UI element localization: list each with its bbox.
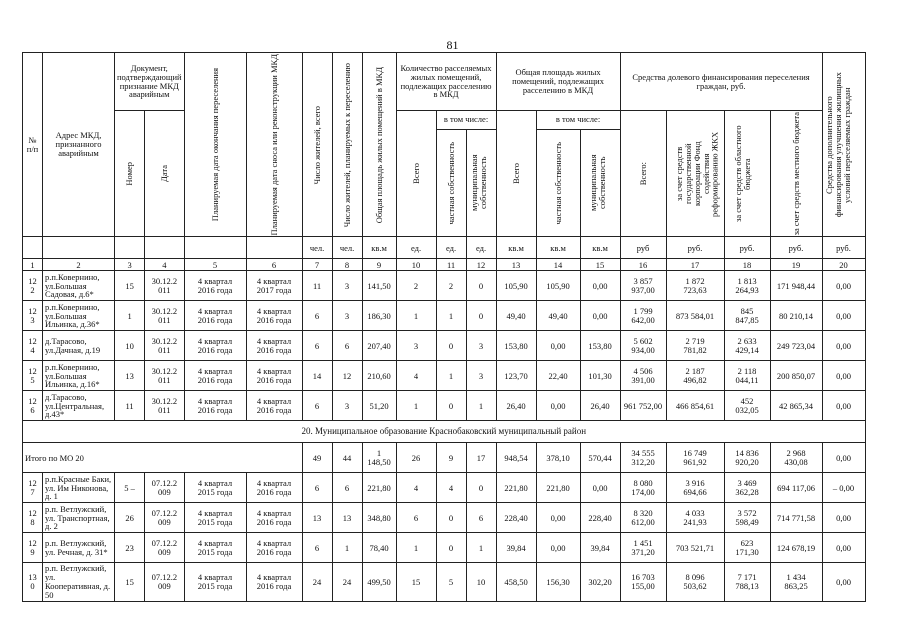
cell-c12: 10 <box>466 563 496 602</box>
cell-c11: 4 <box>436 473 466 503</box>
cell-c14: 0,00 <box>536 331 580 361</box>
table-row <box>23 563 866 602</box>
hdr-planned-end: Планируемая дата окончания переселения <box>184 53 246 237</box>
cell-end: 4 квартал 2016 года <box>184 391 246 421</box>
cell-c11: 2 <box>436 271 466 301</box>
cell-c9: 51,20 <box>362 391 396 421</box>
cell-dem: 4 квартал 2016 года <box>246 563 302 602</box>
cell-c9: 78,40 <box>362 533 396 563</box>
cell-c14: 156,30 <box>536 563 580 602</box>
unit-cell: руб. <box>770 237 822 259</box>
cell-addr: р.п. Ветлужский, ул. Транспортная, д. 2 <box>43 503 115 533</box>
column-number: 15 <box>580 259 620 271</box>
cell-c17: 4 033 241,93 <box>666 503 724 533</box>
unit-cell: ед. <box>436 237 466 259</box>
hdr-fin-fund: за счет средств государственной корпорации Фонд содействия реформированию ЖКХ <box>666 111 724 237</box>
cell-c7: 14 <box>302 361 332 391</box>
cell-dem: 4 квартал 2016 года <box>246 361 302 391</box>
cell-end: 4 квартал 2016 года <box>184 301 246 331</box>
total-c14: 378,10 <box>536 443 580 473</box>
cell-c14: 221,80 <box>536 473 580 503</box>
cell-date: 30.12.2 011 <box>145 361 184 391</box>
cell-c7: 13 <box>302 503 332 533</box>
column-number: 6 <box>246 259 302 271</box>
column-number: 8 <box>332 259 362 271</box>
hdr-planned-demolish: Планируемая дата сноса или реконструкции МКД <box>246 53 302 237</box>
total-c11: 9 <box>436 443 466 473</box>
total-row <box>23 443 866 473</box>
column-number: 9 <box>362 259 396 271</box>
cell-c15: 153,80 <box>580 331 620 361</box>
cell-c16: 8 080 174,00 <box>620 473 666 503</box>
hdr-count-incl: в том числе: <box>436 111 496 130</box>
cell-c16: 16 703 155,00 <box>620 563 666 602</box>
cell-c12: 3 <box>466 361 496 391</box>
column-number: 14 <box>536 259 580 271</box>
table-row <box>23 533 866 563</box>
table-row <box>23 301 866 331</box>
column-number: 17 <box>666 259 724 271</box>
unit-cell: кв.м <box>536 237 580 259</box>
cell-date: 07.12.2 009 <box>145 503 184 533</box>
cell-c18: 2 118 044,11 <box>724 361 770 391</box>
unit-cell: ед. <box>466 237 496 259</box>
cell-c18: 1 813 264,93 <box>724 271 770 301</box>
cell-c20: – 0,00 <box>822 473 865 503</box>
cell-c9: 348,80 <box>362 503 396 533</box>
cell-end: 4 квартал 2016 года <box>184 361 246 391</box>
cell-n: 12 9 <box>23 533 43 563</box>
column-number: 18 <box>724 259 770 271</box>
hdr-doc-date: Дата <box>145 111 184 237</box>
cell-c8: 3 <box>332 301 362 331</box>
cell-c14: 0,00 <box>536 391 580 421</box>
cell-c13: 49,40 <box>496 301 536 331</box>
cell-c12: 6 <box>466 503 496 533</box>
cell-c17: 1 872 723,63 <box>666 271 724 301</box>
cell-dem: 4 квартал 2016 года <box>246 391 302 421</box>
table-row <box>23 391 866 421</box>
cell-c13: 228,40 <box>496 503 536 533</box>
column-number: 3 <box>115 259 145 271</box>
cell-c12: 3 <box>466 331 496 361</box>
cell-dem: 4 квартал 2016 года <box>246 331 302 361</box>
hdr-fin-local: за счет средств местного бюджета <box>770 111 822 237</box>
hdr-fin-total: Всего: <box>620 111 666 237</box>
cell-date: 30.12.2 011 <box>145 301 184 331</box>
column-number: 12 <box>466 259 496 271</box>
cell-c9: 141,50 <box>362 271 396 301</box>
cell-c14: 105,90 <box>536 271 580 301</box>
column-number: 19 <box>770 259 822 271</box>
unit-cell: руб. <box>724 237 770 259</box>
cell-n: 12 5 <box>23 361 43 391</box>
total-c13: 948,54 <box>496 443 536 473</box>
cell-c17: 2 187 496,82 <box>666 361 724 391</box>
hdr-extra: Средства дополнительного финансирования улучшения жилищных условий переселяемых граждан <box>822 53 865 237</box>
cell-c14: 0,00 <box>536 503 580 533</box>
cell-num: 15 <box>115 563 145 602</box>
cell-addr: д.Тарасово, ул.Дачная, д.19 <box>43 331 115 361</box>
cell-c18: 3 572 598,49 <box>724 503 770 533</box>
cell-c15: 26,40 <box>580 391 620 421</box>
cell-dem: 4 квартал 2016 года <box>246 473 302 503</box>
cell-c7: 11 <box>302 271 332 301</box>
cell-c10: 1 <box>396 301 436 331</box>
total-c12: 17 <box>466 443 496 473</box>
total-c10: 26 <box>396 443 436 473</box>
cell-c11: 1 <box>436 361 466 391</box>
hdr-address: Адрес МКД, признанного аварийным <box>43 53 115 237</box>
cell-c13: 26,40 <box>496 391 536 421</box>
cell-c11: 0 <box>436 503 466 533</box>
table-row <box>23 271 866 301</box>
cell-num: 1 <box>115 301 145 331</box>
hdr-count-private: частная собственность <box>436 129 466 237</box>
cell-c7: 6 <box>302 301 332 331</box>
cell-addr: р.п. Ветлужский, ул. Кооперативная, д. 50 <box>43 563 115 602</box>
column-number: 16 <box>620 259 666 271</box>
cell-c20: 0,00 <box>822 503 865 533</box>
cell-c11: 1 <box>436 301 466 331</box>
cell-n: 12 6 <box>23 391 43 421</box>
cell-c16: 1 451 371,20 <box>620 533 666 563</box>
column-number: 10 <box>396 259 436 271</box>
units-row <box>23 237 866 259</box>
cell-date: 07.12.2 009 <box>145 563 184 602</box>
cell-c11: 0 <box>436 533 466 563</box>
cell-dem: 4 квартал 2017 года <box>246 271 302 301</box>
total-label: Итого по МО 20 <box>23 443 303 473</box>
cell-c15: 101,30 <box>580 361 620 391</box>
cell-c20: 0,00 <box>822 271 865 301</box>
total-c17: 16 749 961,92 <box>666 443 724 473</box>
total-c8: 44 <box>332 443 362 473</box>
cell-end: 4 квартал 2016 года <box>184 331 246 361</box>
cell-c10: 3 <box>396 331 436 361</box>
cell-addr: р.п.Ковернино, ул.Большая Ильинка, д.36* <box>43 301 115 331</box>
cell-c8: 24 <box>332 563 362 602</box>
cell-dem: 4 квартал 2016 года <box>246 301 302 331</box>
cell-n: 12 3 <box>23 301 43 331</box>
cell-c19: 249 723,04 <box>770 331 822 361</box>
cell-c7: 6 <box>302 473 332 503</box>
cell-c13: 221,80 <box>496 473 536 503</box>
hdr-area-group: Общая площадь жилых помещений, подлежащих расселению в МКД <box>496 53 620 111</box>
hdr-count-group: Количество расселяемых жилых помещений, подлежащих расселению в МКД <box>396 53 496 111</box>
cell-n: 12 8 <box>23 503 43 533</box>
cell-c18: 845 847,85 <box>724 301 770 331</box>
cell-c8: 1 <box>332 533 362 563</box>
cell-c19: 171 948,44 <box>770 271 822 301</box>
total-c16: 34 555 312,20 <box>620 443 666 473</box>
cell-c10: 2 <box>396 271 436 301</box>
cell-c19: 200 850,07 <box>770 361 822 391</box>
cell-c8: 12 <box>332 361 362 391</box>
unit-cell: кв.м <box>496 237 536 259</box>
cell-c20: 0,00 <box>822 391 865 421</box>
cell-c11: 0 <box>436 391 466 421</box>
column-number: 11 <box>436 259 466 271</box>
cell-c7: 6 <box>302 331 332 361</box>
resettlement-table <box>22 52 866 602</box>
cell-c8: 6 <box>332 473 362 503</box>
hdr-area-municipal: муниципальная собственность <box>580 129 620 237</box>
unit-cell: чел. <box>302 237 332 259</box>
cell-c8: 3 <box>332 391 362 421</box>
cell-addr: р.п.Ковернино, ул.Большая Садовая, д.6* <box>43 271 115 301</box>
cell-end: 4 квартал 2015 года <box>184 533 246 563</box>
cell-c19: 714 771,58 <box>770 503 822 533</box>
section-row <box>23 421 866 443</box>
table-row <box>23 473 866 503</box>
cell-c14: 22,40 <box>536 361 580 391</box>
section-title: 20. Муниципальное образование Краснобаковский муниципальный район <box>23 421 866 443</box>
cell-c13: 458,50 <box>496 563 536 602</box>
cell-c12: 0 <box>466 301 496 331</box>
cell-c15: 0,00 <box>580 301 620 331</box>
hdr-residents-planned: Число жителей, планируемых к переселению <box>332 53 362 237</box>
cell-c10: 1 <box>396 533 436 563</box>
cell-c15: 39,84 <box>580 533 620 563</box>
cell-c12: 1 <box>466 391 496 421</box>
unit-cell: чел. <box>332 237 362 259</box>
cell-n: 12 4 <box>23 331 43 361</box>
cell-c12: 1 <box>466 533 496 563</box>
cell-c17: 8 096 503,62 <box>666 563 724 602</box>
table-row <box>23 331 866 361</box>
cell-c9: 221,80 <box>362 473 396 503</box>
hdr-num: № п/п <box>23 53 43 237</box>
total-c19: 2 968 430,08 <box>770 443 822 473</box>
cell-end: 4 квартал 2015 года <box>184 563 246 602</box>
cell-dem: 4 квартал 2016 года <box>246 533 302 563</box>
cell-addr: р.п.Красные Баки, ул. Им Никонова, д. 1 <box>43 473 115 503</box>
cell-c8: 6 <box>332 331 362 361</box>
cell-c16: 5 602 934,00 <box>620 331 666 361</box>
cell-c15: 0,00 <box>580 271 620 301</box>
cell-dem: 4 квартал 2016 года <box>246 503 302 533</box>
cell-c11: 5 <box>436 563 466 602</box>
cell-n: 12 2 <box>23 271 43 301</box>
cell-c17: 703 521,71 <box>666 533 724 563</box>
column-numbers-row <box>23 259 866 271</box>
unit-cell: руб. <box>822 237 865 259</box>
hdr-doc-number: Номер <box>115 111 145 237</box>
cell-c20: 0,00 <box>822 361 865 391</box>
cell-c18: 2 633 429,14 <box>724 331 770 361</box>
unit-cell: руб <box>620 237 666 259</box>
cell-c10: 1 <box>396 391 436 421</box>
total-c15: 570,44 <box>580 443 620 473</box>
hdr-fin-group: Средства долевого финансирования переселения граждан, руб. <box>620 53 822 111</box>
cell-date: 30.12.2 011 <box>145 331 184 361</box>
cell-c9: 499,50 <box>362 563 396 602</box>
cell-c20: 0,00 <box>822 301 865 331</box>
cell-c9: 207,40 <box>362 331 396 361</box>
column-number: 5 <box>184 259 246 271</box>
cell-c19: 80 210,14 <box>770 301 822 331</box>
cell-num: 13 <box>115 361 145 391</box>
cell-c18: 623 171,30 <box>724 533 770 563</box>
cell-c16: 1 799 642,00 <box>620 301 666 331</box>
hdr-count-all: Всего <box>396 111 436 237</box>
cell-c8: 3 <box>332 271 362 301</box>
cell-addr: р.п.Ковернино, ул.Большая Ильинка, д.16* <box>43 361 115 391</box>
cell-date: 30.12.2 011 <box>145 391 184 421</box>
table-row <box>23 503 866 533</box>
cell-c19: 694 117,06 <box>770 473 822 503</box>
cell-num: 10 <box>115 331 145 361</box>
cell-c16: 4 506 391,00 <box>620 361 666 391</box>
cell-c14: 0,00 <box>536 533 580 563</box>
column-number: 4 <box>145 259 184 271</box>
cell-c12: 0 <box>466 271 496 301</box>
cell-n: 13 0 <box>23 563 43 602</box>
hdr-fin-regional: за счет средств областного бюджета <box>724 111 770 237</box>
unit-cell: руб. <box>666 237 724 259</box>
hdr-area-all: Всего <box>496 111 536 237</box>
cell-addr: р.п. Ветлужский, ул. Речная, д. 31* <box>43 533 115 563</box>
cell-c15: 302,20 <box>580 563 620 602</box>
cell-c7: 6 <box>302 533 332 563</box>
cell-c20: 0,00 <box>822 563 865 602</box>
hdr-count-municipal: муниципальная собственность <box>466 129 496 237</box>
cell-n: 12 7 <box>23 473 43 503</box>
cell-c18: 452 032,05 <box>724 391 770 421</box>
column-number: 13 <box>496 259 536 271</box>
table-row <box>23 361 866 391</box>
cell-c19: 1 434 863,25 <box>770 563 822 602</box>
cell-c9: 186,30 <box>362 301 396 331</box>
cell-c9: 210,60 <box>362 361 396 391</box>
cell-addr: д.Тарасово, ул.Центральная, д.43* <box>43 391 115 421</box>
cell-c19: 42 865,34 <box>770 391 822 421</box>
cell-date: 07.12.2 009 <box>145 533 184 563</box>
unit-cell: кв.м <box>362 237 396 259</box>
cell-end: 4 квартал 2015 года <box>184 503 246 533</box>
hdr-area-incl: в том числе: <box>536 111 620 130</box>
unit-cell: ед. <box>396 237 436 259</box>
cell-num: 15 <box>115 271 145 301</box>
page-number: 81 <box>446 38 459 52</box>
cell-c18: 3 469 362,28 <box>724 473 770 503</box>
cell-c13: 105,90 <box>496 271 536 301</box>
cell-c20: 0,00 <box>822 331 865 361</box>
cell-c14: 49,40 <box>536 301 580 331</box>
cell-c10: 15 <box>396 563 436 602</box>
cell-c10: 6 <box>396 503 436 533</box>
cell-c10: 4 <box>396 473 436 503</box>
cell-date: 30.12.2 011 <box>145 271 184 301</box>
cell-end: 4 квартал 2015 года <box>184 473 246 503</box>
cell-c18: 7 171 788,13 <box>724 563 770 602</box>
cell-c19: 124 678,19 <box>770 533 822 563</box>
hdr-total-area: Общая площадь жилых помещений в МКД <box>362 53 396 237</box>
cell-end: 4 квартал 2016 года <box>184 271 246 301</box>
unit-cell: кв.м <box>580 237 620 259</box>
cell-c12: 0 <box>466 473 496 503</box>
cell-c13: 123,70 <box>496 361 536 391</box>
cell-c8: 13 <box>332 503 362 533</box>
cell-c13: 153,80 <box>496 331 536 361</box>
cell-c20: 0,00 <box>822 533 865 563</box>
cell-num: 5 – <box>115 473 145 503</box>
cell-num: 26 <box>115 503 145 533</box>
cell-c16: 961 752,00 <box>620 391 666 421</box>
cell-c13: 39,84 <box>496 533 536 563</box>
hdr-residents-total: Число жителей, всего <box>302 53 332 237</box>
cell-c15: 0,00 <box>580 473 620 503</box>
column-number: 7 <box>302 259 332 271</box>
total-c18: 14 836 920,20 <box>724 443 770 473</box>
cell-c11: 0 <box>436 331 466 361</box>
cell-c16: 3 857 937,00 <box>620 271 666 301</box>
cell-c16: 8 320 612,00 <box>620 503 666 533</box>
hdr-doc: Документ, подтверждающий признание МКД аварийным <box>115 53 185 111</box>
total-c7: 49 <box>302 443 332 473</box>
cell-c17: 466 854,61 <box>666 391 724 421</box>
cell-c10: 4 <box>396 361 436 391</box>
cell-c7: 24 <box>302 563 332 602</box>
cell-c15: 228,40 <box>580 503 620 533</box>
cell-c17: 2 719 781,82 <box>666 331 724 361</box>
total-c20: 0,00 <box>822 443 865 473</box>
column-number: 20 <box>822 259 865 271</box>
column-number: 2 <box>43 259 115 271</box>
cell-c17: 873 584,01 <box>666 301 724 331</box>
hdr-area-private: частная собственность <box>536 129 580 237</box>
column-number: 1 <box>23 259 43 271</box>
total-c9: 1 148,50 <box>362 443 396 473</box>
cell-num: 23 <box>115 533 145 563</box>
cell-c17: 3 916 694,66 <box>666 473 724 503</box>
cell-num: 11 <box>115 391 145 421</box>
cell-date: 07.12.2 009 <box>145 473 184 503</box>
cell-c7: 6 <box>302 391 332 421</box>
